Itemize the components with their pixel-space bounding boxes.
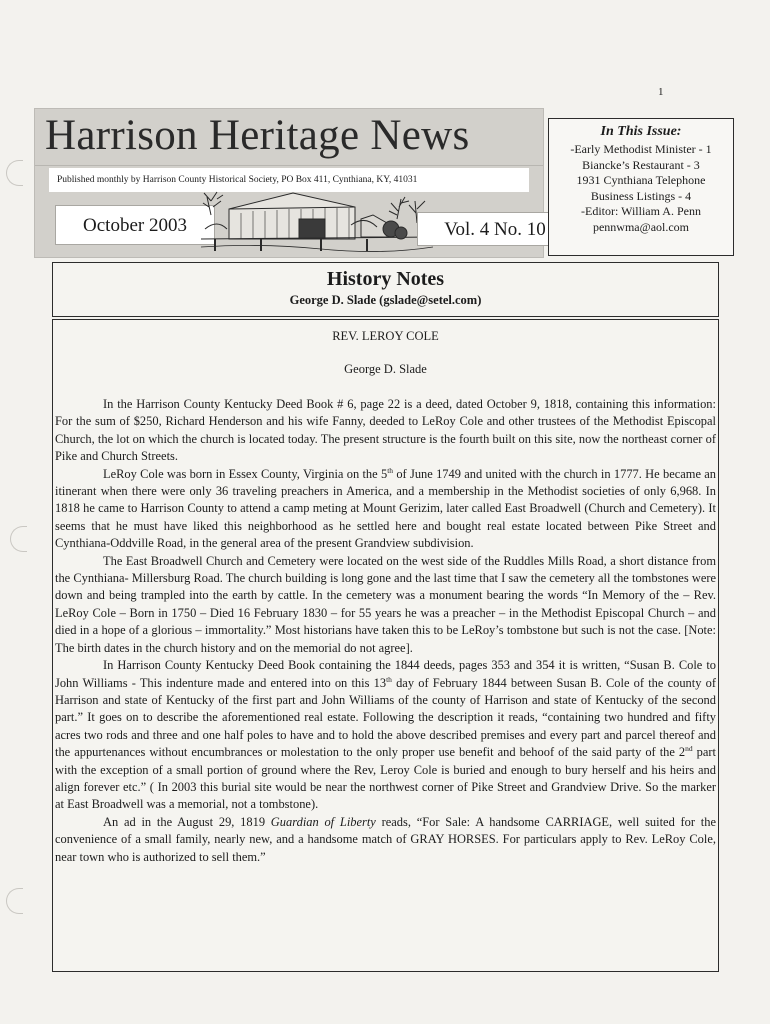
issue-item: Biancke’s Restaurant - 3 [582,157,700,172]
volume-number: Vol. 4 No. 10 [417,212,573,246]
article-paragraph: In the Harrison County Kentucky Deed Book # 6, page 22 is a deed, dated October 9, 1818, containing this information: For the sum of $250, Richard Henderson and his wife Fanny, deeded to LeRoy Cole and other trustees of the Methodist Episcopal Church, the lot on which the church is located today. The present structure is the fourth built on this site, now the northeast corner of Pike and Church Streets. [55,397,716,464]
editor-email: pennwma@aol.com [592,219,690,234]
section-byline: George D. Slade (gslade@setel.com) [289,293,482,307]
article [52,319,719,972]
article-title: REV. LEROY COLE [332,329,439,343]
issue-item: Business Listings - 4 [590,188,692,203]
issue-item: -Early Methodist Minister - 1 [570,142,712,156]
in-this-issue-box [548,118,734,256]
issue-date: October 2003 [55,205,215,245]
publisher-line: Published monthly by Harrison County Historical Society, PO Box 411, Cynthiana, KY, 41031 [49,168,529,192]
article-body [55,396,716,866]
article-paragraph: The East Broadwell Church and Cemetery were located on the west side of the Ruddles Mills Road, a short distance from the Cynthiana- Millersburg Road. The church building is long gone and the last time that I saw the cemetery all the tombstones were down and being trampled into the earth by cattle. In the cemetery was a monument bearing the words “In Memory of the – Rev. LeRoy Cole – Born in 1750 – Died 16 February 1830 – for 55 years he was a preacher – in the Methodist Episcopal Church – and died in a hope of a glorious – immortality.” Most historians have taken this to be LeRoy’s tombstone but such is not the case. [Note: The birth dates in the church history and on the memorial do not agree]. [55,553,716,655]
masthead-divider [35,165,543,166]
page-number: 1 [658,86,664,98]
article-author: George D. Slade [344,362,427,376]
punch-hole-mark [6,160,23,186]
newspaper-title: Guardian of Liberty [270,814,376,829]
punch-hole-mark [6,888,23,914]
in-this-issue-heading: In This Issue: [600,124,682,139]
issue-item: 1931 Cynthiana Telephone [576,173,706,188]
section-title: History Notes [326,268,445,290]
article-paragraph: LeRoy Cole was born in Essex County, Virginia on the 5th of June 1749 and united with the church in 1777. He became an itinerant when there were only 36 traveling preachers in America, and a membership in the Methodist societies of only 6,968. In 1818 he came to Harrison County to attend a camp meting at Mount Gerizim, later called East Broadwell (Church and Cemetery). It seems that he must have liked this neighborhood as he settled here and bought real estate located between Pike Street and Cynthiana-Oddville Road, in the general area of the present Grandview subdivision. [55,465,716,551]
section-header [52,262,719,317]
punch-hole-mark [10,526,27,552]
issue-item: -Editor: William A. Penn [581,204,701,219]
masthead [34,108,544,258]
newsletter-title: Harrison Heritage News [45,112,470,159]
covered-bridge-illustration [201,189,433,255]
article-paragraph: An ad in the August 29, 1819 Guardian of Liberty reads, “For Sale: A handsome CARRIAGE, well suited for the convenience of a small family, nearly new, and a handsome match of GRAY HORSES. For particulars apply to Rev. LeRoy Cole, near town who is authorized to sell them.” [55,814,716,864]
article-paragraph: In Harrison County Kentucky Deed Book containing the 1844 deeds, pages 353 and 354 it is written, “Susan B. Cole to John Williams - This indenture made and entered into on this 13th day of February 1844 between Susan B. Cole of the county of Harrison and state of Kentucky of the first part and John Williams of the county of Harrison and state of Kentucky of the second part.” It goes on to describe the aforementioned real estate. Following the description it reads, “containing two hundred and fifty acres two rods and three and one half poles to have and to hold the above described premises and every part and parcel thereof and the appurtenances without encumbrances or molestation to the only proper use benefit and behoof of the said party of the 2nd part with the exception of a small portion of ground where the Rev, Leroy Cole is buried and enough to bury herself and his heirs and align forever etc.” ( In 2003 this burial site would be near the northwest corner of Pike Street and Grandview Drive. So the marker at East Broadwell was a memorial, not a tombstone). [55,658,716,812]
